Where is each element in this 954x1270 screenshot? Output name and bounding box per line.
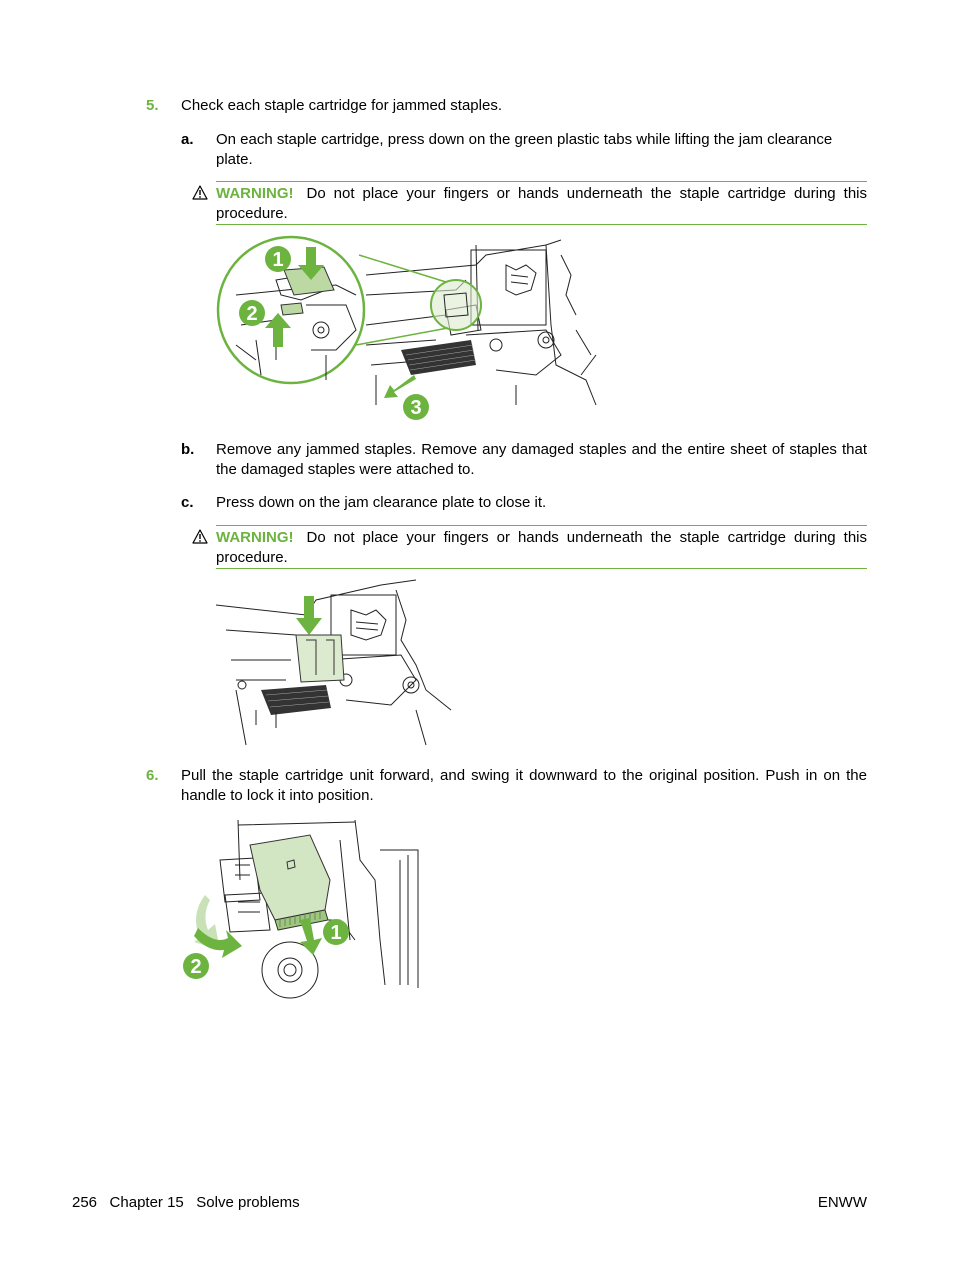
chapter-label: Chapter 15: [109, 1194, 184, 1211]
step-number: 6.: [146, 767, 159, 784]
substep-label: c.: [181, 494, 194, 511]
staple-cartridge-figure-open: [216, 235, 606, 419]
substep-text: On each staple cartridge, press down on the green plastic tabs while lifting the jam clearance plate.: [216, 131, 833, 168]
callout-1: 1: [272, 249, 284, 271]
callout-2: 2: [246, 303, 258, 325]
section-label: Solve problems: [196, 1194, 300, 1211]
warning-text: Do not place your fingers or hands underneath the staple cartridge during this procedure.: [216, 529, 867, 566]
warning-box: [216, 525, 867, 569]
warning-label: WARNING!: [216, 529, 294, 546]
step-number: 5.: [146, 97, 159, 114]
warning-label: WARNING!: [216, 185, 294, 202]
step-text: Pull the staple cartridge unit forward, and swing it downward to the original position. Push in on the handle to lock it into position.: [181, 767, 867, 804]
page-number: 256: [72, 1194, 98, 1211]
substep-text: Press down on the jam clearance plate to close it.: [216, 494, 547, 511]
staple-cartridge-unit-figure: [180, 820, 420, 990]
step-text: Check each staple cartridge for jammed staples.: [181, 97, 502, 114]
warning-box: [216, 181, 867, 225]
substep-label: a.: [181, 131, 194, 148]
warning-text: Do not place your fingers or hands underneath the staple cartridge during this procedure.: [216, 185, 867, 222]
substep-label: b.: [181, 441, 195, 458]
warning-triangle-icon: [192, 185, 208, 200]
callout-2: 2: [190, 956, 202, 978]
footer-right: ENWW: [817, 1194, 867, 1211]
callout-1: 1: [330, 922, 342, 944]
callout-3: 3: [410, 397, 422, 419]
footer-left: [72, 1193, 300, 1213]
warning-triangle-icon: [192, 529, 208, 544]
substep-text: Remove any jammed staples. Remove any damaged staples and the entire sheet of staples that the damaged staples were attached to.: [216, 441, 867, 478]
staple-cartridge-figure-close: [216, 580, 456, 750]
